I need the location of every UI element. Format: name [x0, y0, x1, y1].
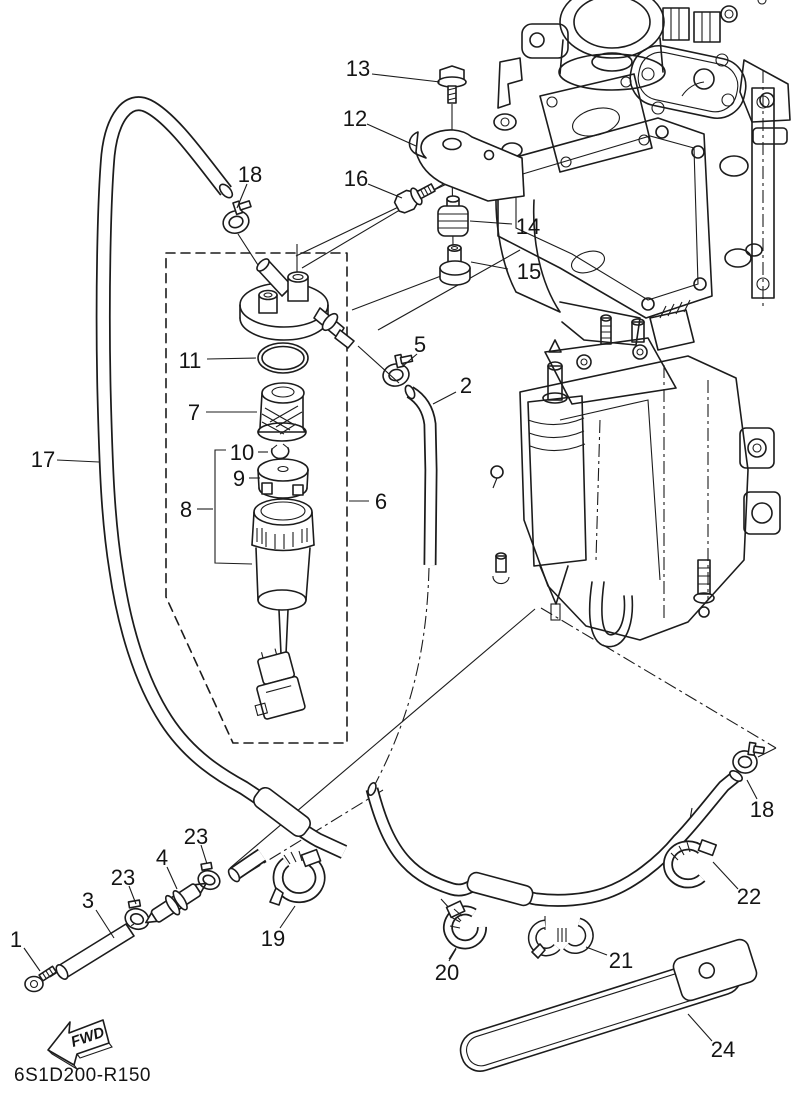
part-label-4-3: 4 [155, 845, 169, 870]
part-label-3-2: 3 [81, 888, 95, 913]
part18-clamp-top [218, 198, 258, 236]
part14-grommet [438, 196, 468, 236]
leader-line-24-25 [688, 1014, 712, 1041]
part-label-22-22: 22 [736, 884, 762, 909]
part-label-2-1: 2 [459, 373, 473, 398]
part22-hose-holder [668, 840, 716, 884]
leader-line-3-2 [96, 910, 114, 938]
leader-line-1-0 [24, 948, 40, 971]
part-label-23-23: 23 [110, 865, 136, 890]
leader-line-2-1 [433, 392, 456, 404]
part7-filter-element [258, 383, 306, 441]
part-label-21-21: 21 [608, 948, 634, 973]
part3-tube [54, 924, 134, 981]
callout-layer [10, 56, 774, 1062]
part24-flap [671, 937, 759, 1002]
part11-o-ring [258, 343, 308, 373]
hose17-sleeve [251, 785, 314, 840]
leader-line-17-16 [57, 460, 99, 462]
part18-clamp-bottom [732, 741, 765, 776]
part-label-6-5: 6 [374, 489, 388, 514]
diagram-code: 6S1D200-R150 [14, 1065, 151, 1086]
hose2-sleeve [466, 871, 535, 907]
leader-line-12-11 [367, 124, 416, 146]
engine-carburetor-illustration [494, 0, 790, 345]
fuel-hose-2 [366, 384, 744, 907]
part-label-5-4: 5 [413, 332, 427, 357]
part9-float [258, 459, 308, 498]
part-label-20-20: 20 [434, 960, 460, 985]
part-label-7-6: 7 [187, 400, 201, 425]
engine-fuel-pump-illustration [491, 0, 780, 647]
part-label-19-19: 19 [260, 926, 286, 951]
part-label-23-24: 23 [183, 824, 209, 849]
leader-line-21-21 [586, 947, 607, 955]
part-label-15-14: 15 [516, 259, 542, 284]
part21-hose-holder [532, 922, 589, 958]
part4-fuel-joint [140, 874, 212, 932]
part-label-12-11: 12 [342, 106, 368, 131]
part-label-8-7: 8 [179, 497, 193, 522]
leader-line-13-12 [372, 74, 440, 82]
part20-hose-holder [447, 901, 482, 944]
part5-clamp [379, 352, 417, 388]
part1-plug-screw [25, 966, 56, 991]
leader-line-4-3 [167, 867, 177, 889]
filter-assembly-dashed-box [166, 253, 347, 743]
part-label-13-12: 13 [345, 56, 371, 81]
fuel-sender-connector [242, 645, 305, 721]
part-label-10-9: 10 [229, 440, 255, 465]
part15-spacer [440, 245, 470, 285]
part19-hose-holder [270, 850, 321, 905]
leader-line-19-19 [280, 906, 295, 928]
part-label-1-0: 1 [9, 927, 23, 952]
part-label-16-15: 16 [343, 166, 369, 191]
part-label-14-13: 14 [515, 214, 541, 239]
leader-line-15-14 [471, 262, 508, 269]
part8-filter-cup [242, 499, 314, 721]
fwd-arrow [48, 1020, 112, 1069]
fwd-arrow-label: FWD [68, 1023, 107, 1051]
part10-clip [272, 444, 289, 458]
filter-outlet-spout [314, 308, 354, 348]
part-label-9-8: 9 [232, 466, 246, 491]
part-label-11-10: 11 [178, 348, 202, 373]
part-label-17-16: 17 [30, 447, 56, 472]
leader-line-16-15 [368, 184, 402, 198]
part-label-24-25: 24 [710, 1037, 736, 1062]
part13-bolt [438, 66, 466, 103]
part-label-18-18: 18 [749, 797, 775, 822]
leader-line-14-13 [470, 221, 512, 224]
leader-line-22-22 [713, 862, 738, 889]
leader-line-11-10 [207, 358, 256, 359]
part-label-18-17: 18 [237, 162, 263, 187]
